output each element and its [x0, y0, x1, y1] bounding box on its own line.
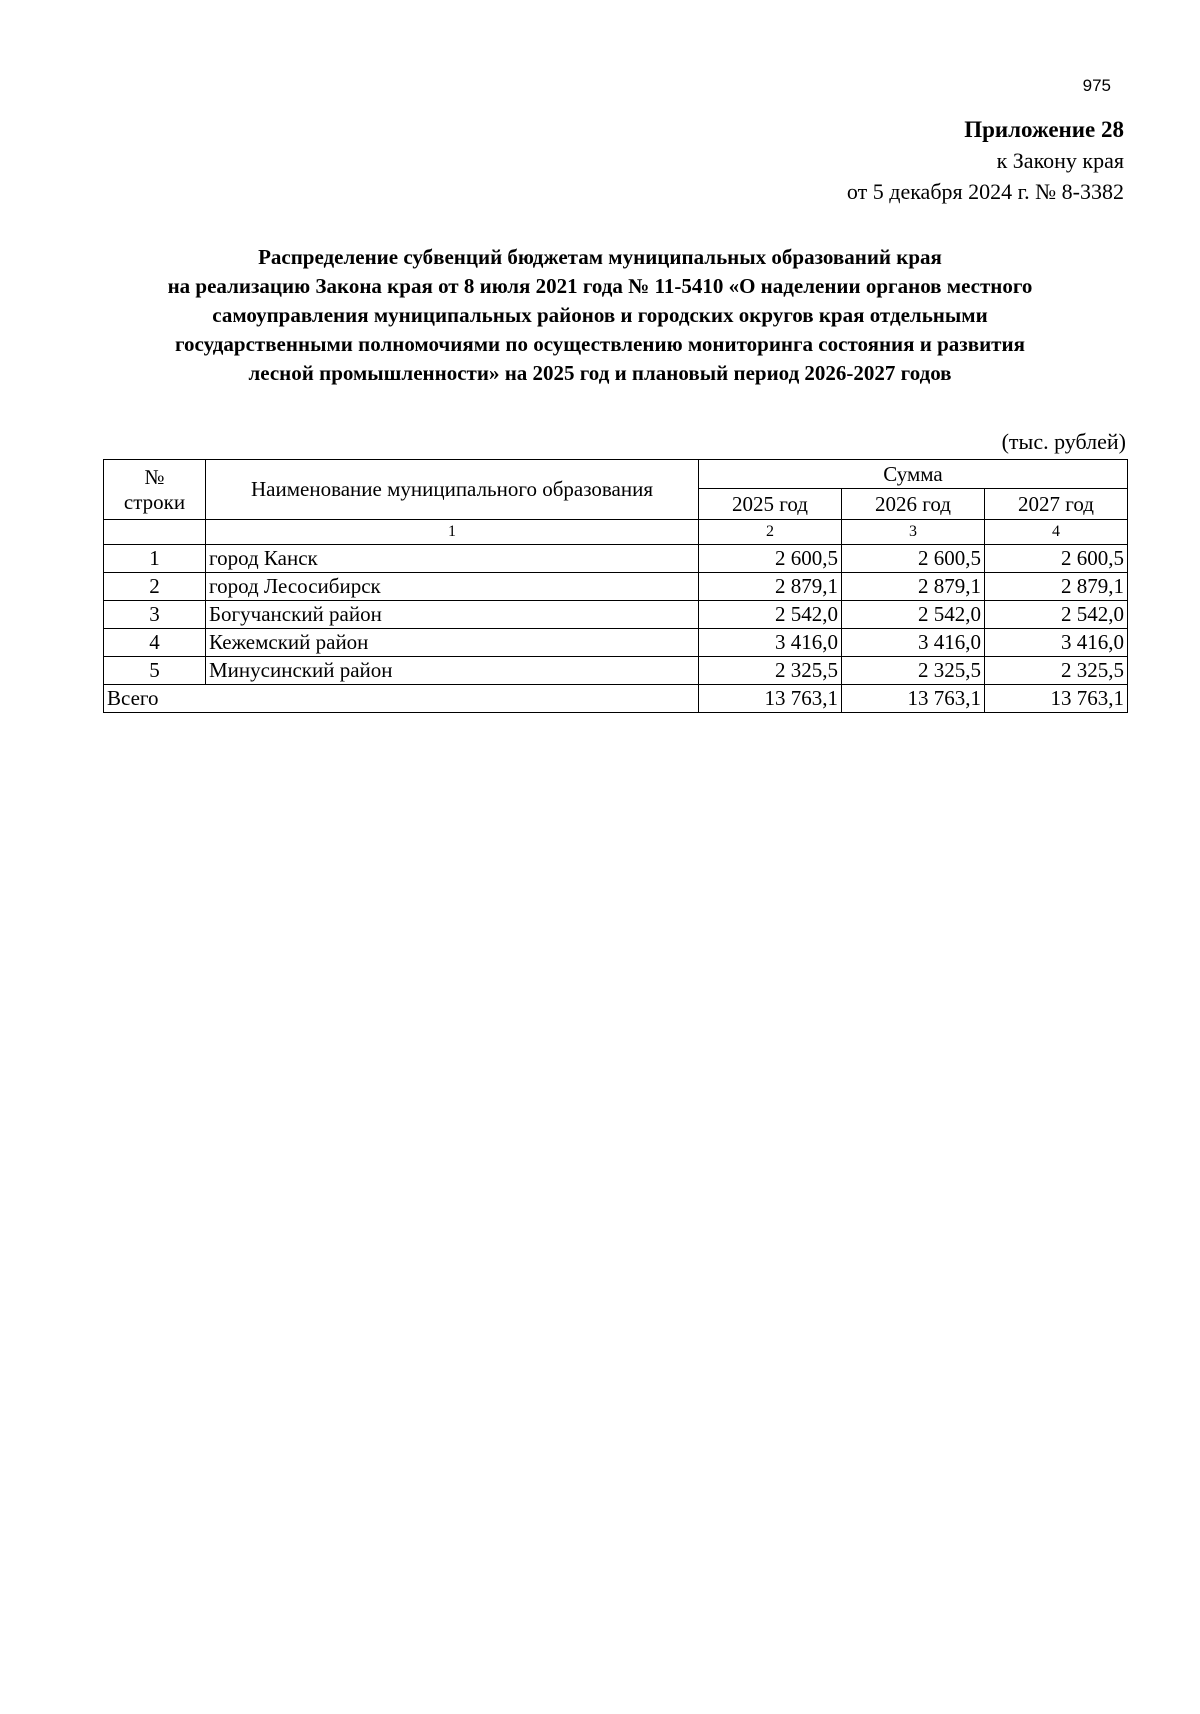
- title-line: Распределение субвенций бюджетам муниципальных образований края: [258, 245, 942, 269]
- total-2027: 13 763,1: [985, 685, 1128, 713]
- appendix-law-reference: к Закону края: [996, 148, 1124, 173]
- header-municipality: Наименование муниципального образования: [206, 460, 699, 520]
- amount-2025: 2 600,5: [699, 545, 842, 573]
- amount-2025: 2 542,0: [699, 601, 842, 629]
- municipality-name: город Лесосибирск: [206, 573, 699, 601]
- header-sum: Сумма: [699, 460, 1128, 489]
- header-row-label: строки: [123, 489, 186, 514]
- total-label: Всего: [104, 685, 699, 713]
- appendix-title: Приложение 28: [964, 117, 1124, 142]
- table-row: [104, 573, 1128, 601]
- table-row: [104, 657, 1128, 685]
- units-label: (тыс. рублей): [1001, 429, 1126, 454]
- header-year-2026: 2026 год: [842, 489, 985, 520]
- index-cell-empty: [104, 520, 206, 545]
- amount-2026: 2 600,5: [842, 545, 985, 573]
- amount-2026: 3 416,0: [842, 629, 985, 657]
- table-row: [104, 545, 1128, 573]
- title-line: лесной промышленности» на 2025 год и плановый период 2026-2027 годов: [248, 361, 952, 385]
- subsidy-table: [103, 459, 1128, 713]
- table-row: [104, 629, 1128, 657]
- column-index-row: [104, 520, 1128, 545]
- row-number: 5: [104, 657, 206, 685]
- municipality-name: Минусинский район: [206, 657, 699, 685]
- amount-2027: 2 879,1: [985, 573, 1128, 601]
- municipality-name: Богучанский район: [206, 601, 699, 629]
- municipality-name: Кежемский район: [206, 629, 699, 657]
- amount-2027: 2 542,0: [985, 601, 1128, 629]
- index-cell: 1: [206, 520, 699, 545]
- header-year-2027: 2027 год: [985, 489, 1128, 520]
- header-row-number: [104, 460, 206, 520]
- row-number: 3: [104, 601, 206, 629]
- index-cell: 4: [985, 520, 1128, 545]
- amount-2025: 2 879,1: [699, 573, 842, 601]
- total-2025: 13 763,1: [699, 685, 842, 713]
- amount-2025: 3 416,0: [699, 629, 842, 657]
- document-title: [100, 243, 1100, 388]
- title-line: самоуправления муниципальных районов и городских округов края отдельными: [212, 303, 988, 327]
- amount-2026: 2 879,1: [842, 573, 985, 601]
- municipality-name: город Канск: [206, 545, 699, 573]
- total-2026: 13 763,1: [842, 685, 985, 713]
- table-row: [104, 601, 1128, 629]
- page-number: 975: [1082, 76, 1111, 95]
- amount-2026: 2 542,0: [842, 601, 985, 629]
- total-row: [104, 685, 1128, 713]
- amount-2025: 2 325,5: [699, 657, 842, 685]
- amount-2027: 2 600,5: [985, 545, 1128, 573]
- amount-2027: 3 416,0: [985, 629, 1128, 657]
- index-cell: 2: [699, 520, 842, 545]
- appendix-block: [847, 114, 1124, 207]
- amount-2027: 2 325,5: [985, 657, 1128, 685]
- appendix-date: от 5 декабря 2024 г. № 8-3382: [846, 179, 1124, 204]
- row-number: 4: [104, 629, 206, 657]
- amount-2026: 2 325,5: [842, 657, 985, 685]
- table-header-row: [104, 460, 1128, 489]
- title-line: государственными полномочиями по осуществлению мониторинга состояния и развития: [175, 332, 1025, 356]
- header-no-sign: №: [144, 464, 165, 489]
- title-line: на реализацию Закона края от 8 июля 2021 года № 11-5410 «О наделении органов местного: [167, 274, 1033, 298]
- header-year-2025: 2025 год: [699, 489, 842, 520]
- index-cell: 3: [842, 520, 985, 545]
- row-number: 2: [104, 573, 206, 601]
- row-number: 1: [104, 545, 206, 573]
